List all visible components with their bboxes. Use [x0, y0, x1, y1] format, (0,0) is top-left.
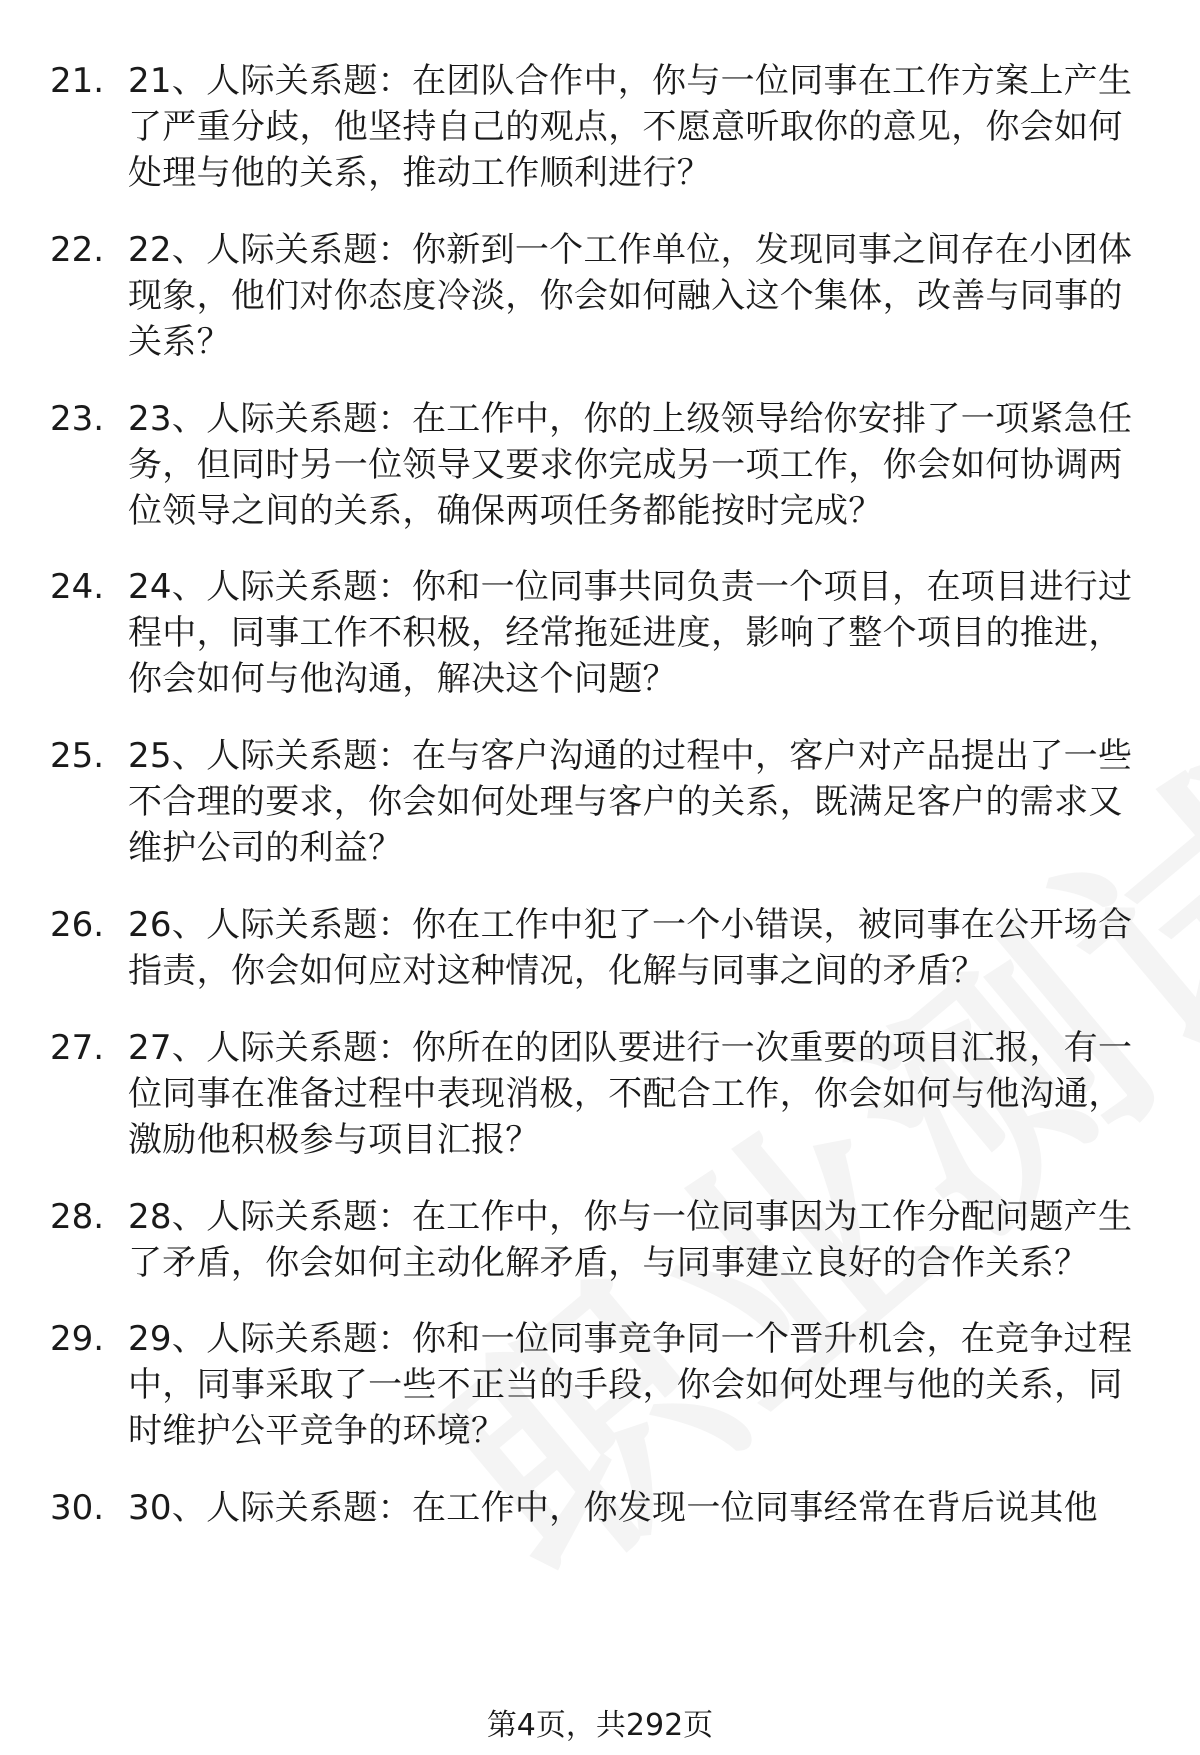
list-item	[50, 396, 1150, 534]
question-text: 23、人际关系题：在工作中，你的上级领导给你安排了一项紧急任务，但同时另一位领导又要求你完成另一项工作，你会如何协调两位领导之间的关系，确保两项任务都能按时完成？	[128, 398, 1133, 531]
question-number: 23.	[50, 398, 105, 439]
list-item	[50, 1194, 1150, 1286]
question-number: 27.	[50, 1027, 105, 1068]
page-footer: 第4页，共292页	[486, 1708, 714, 1743]
question-text: 30、人际关系题：在工作中，你发现一位同事经常在背后说其他	[128, 1488, 1098, 1529]
question-text: 26、人际关系题：你在工作中犯了一个小错误，被同事在公开场合指责，你会如何应对这种情况，化解与同事之间的矛盾？	[128, 904, 1133, 991]
question-list	[50, 58, 1150, 1562]
question-text: 29、人际关系题：你和一位同事竞争同一个晋升机会，在竞争过程中，同事采取了一些不正当的手段，你会如何处理与他的关系，同时维护公平竞争的环境？	[128, 1319, 1133, 1452]
list-item	[50, 733, 1150, 871]
list-item	[50, 58, 1150, 196]
list-item	[50, 564, 1150, 702]
question-text: 27、人际关系题：你所在的团队要进行一次重要的项目汇报，有一位同事在准备过程中表现消极，不配合工作，你会如何与他沟通，激励他积极参与项目汇报？	[128, 1027, 1133, 1160]
question-text: 21、人际关系题：在团队合作中，你与一位同事在工作方案上产生了严重分歧，他坚持自己的观点，不愿意听取你的意见，你会如何处理与他的关系，推动工作顺利进行？	[128, 61, 1133, 193]
question-number: 22.	[50, 229, 105, 270]
list-item	[50, 902, 1150, 994]
list-item	[50, 1025, 1150, 1163]
list-item	[50, 227, 1150, 365]
question-number: 21.	[50, 61, 105, 101]
question-text: 22、人际关系题：你新到一个工作单位，发现同事之间存在小团体现象，他们对你态度冷淡，你会如何融入这个集体，改善与同事的关系？	[128, 229, 1133, 362]
question-number: 26.	[50, 904, 105, 945]
question-number: 24.	[50, 567, 105, 608]
question-number: 25.	[50, 736, 105, 777]
list-item	[50, 1316, 1150, 1454]
question-number: 29.	[50, 1319, 105, 1360]
question-text: 28、人际关系题：在工作中，你与一位同事因为工作分配问题产生了矛盾，你会如何主动化解矛盾，与同事建立良好的合作关系？	[128, 1196, 1133, 1283]
question-number: 28.	[50, 1196, 105, 1237]
question-text: 24、人际关系题：你和一位同事共同负责一个项目，在项目进行过程中，同事工作不积极，经常拖延进度，影响了整个项目的推进，你会如何与他沟通，解决这个问题？	[128, 567, 1133, 700]
question-text: 25、人际关系题：在与客户沟通的过程中，客户对产品提出了一些不合理的要求，你会如何处理与客户的关系，既满足客户的需求又维护公司的利益？	[128, 736, 1133, 869]
question-number: 30.	[50, 1488, 105, 1529]
list-item	[50, 1485, 1150, 1531]
